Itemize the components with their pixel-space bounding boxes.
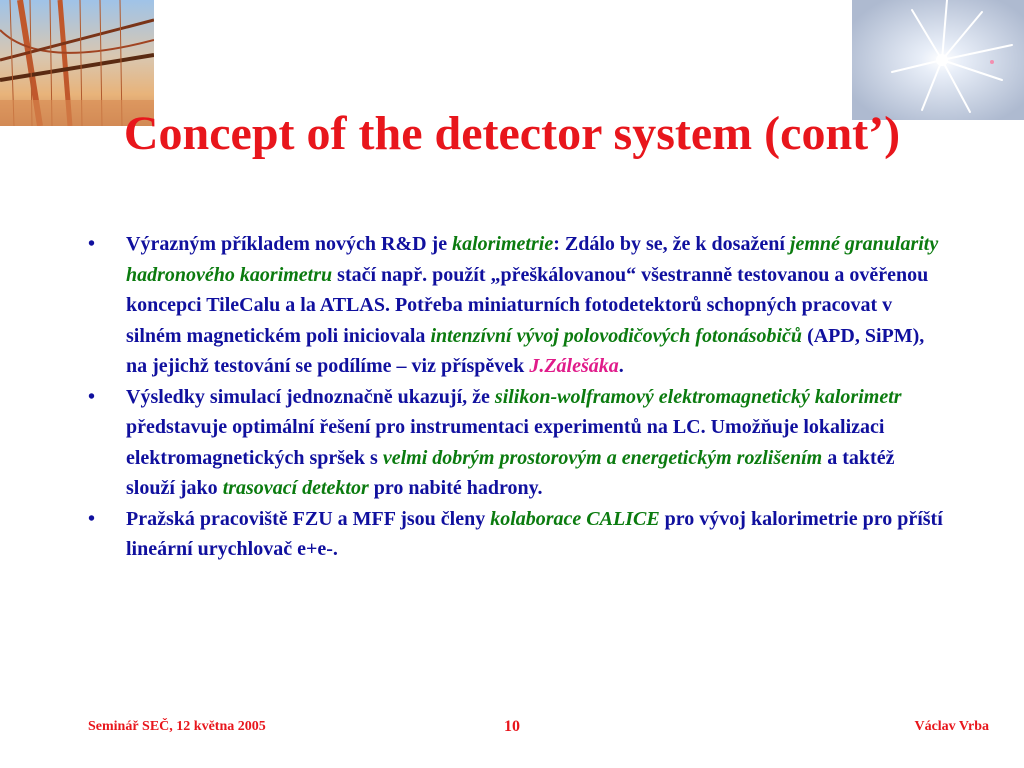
slide-title: Concept of the detector system (cont’) [123, 107, 901, 160]
bullet-marker: • [88, 507, 96, 530]
bullet-marker: • [88, 385, 96, 408]
bullet-item [88, 504, 948, 565]
bullet-marker: • [88, 233, 96, 255]
bullet-list [88, 229, 948, 565]
star-burst-illustration [852, 0, 1024, 120]
bullet-item [88, 382, 948, 504]
bullet-item [88, 229, 948, 382]
footer-seminar-date: Seminář SEČ, 12 května 2005 [88, 719, 266, 734]
bullet-text-1: Výrazným příkladem nových R&D je kalorimetrie: Zdálo by se, že k dosažení jemné granularity hadronového kaorimetru stačí např. použít „přeškálovanou“ všestranně testovanou a ověřenou koncepci TileCalu a la ATLAS. Potřeba miniaturních fotodetektorů schopných pracovat v silném magnetickém poli iniciovala intenzívní vývoj polovodičových fotonásobičů (APD, SiPM), na jejichž testování se podílíme – viz příspěvek J.Zálešáka. [126, 233, 939, 377]
footer-author: Václav Vrba [914, 719, 989, 734]
bullet-text-2: Výsledky simulací jednoznačně ukazují, že silikon-wolframový elektromagnetický kalorimetr představuje optimální řešení pro instrumentaci experimentů na LC. Umožňuje lokalizaci elektromagnetických spršek s velmi dobrým prostorovým a energetickým rozlišením a taktéž slouží jako trasovací detektor pro nabité hadrony. [126, 385, 902, 499]
bullet-text-3: Pražská pracoviště FZU a MFF jsou členy kolaborace CALICE pro vývoj kalorimetrie pro příští lineární urychlovač e+e-. [126, 507, 943, 560]
page-number: 10 [504, 718, 520, 735]
